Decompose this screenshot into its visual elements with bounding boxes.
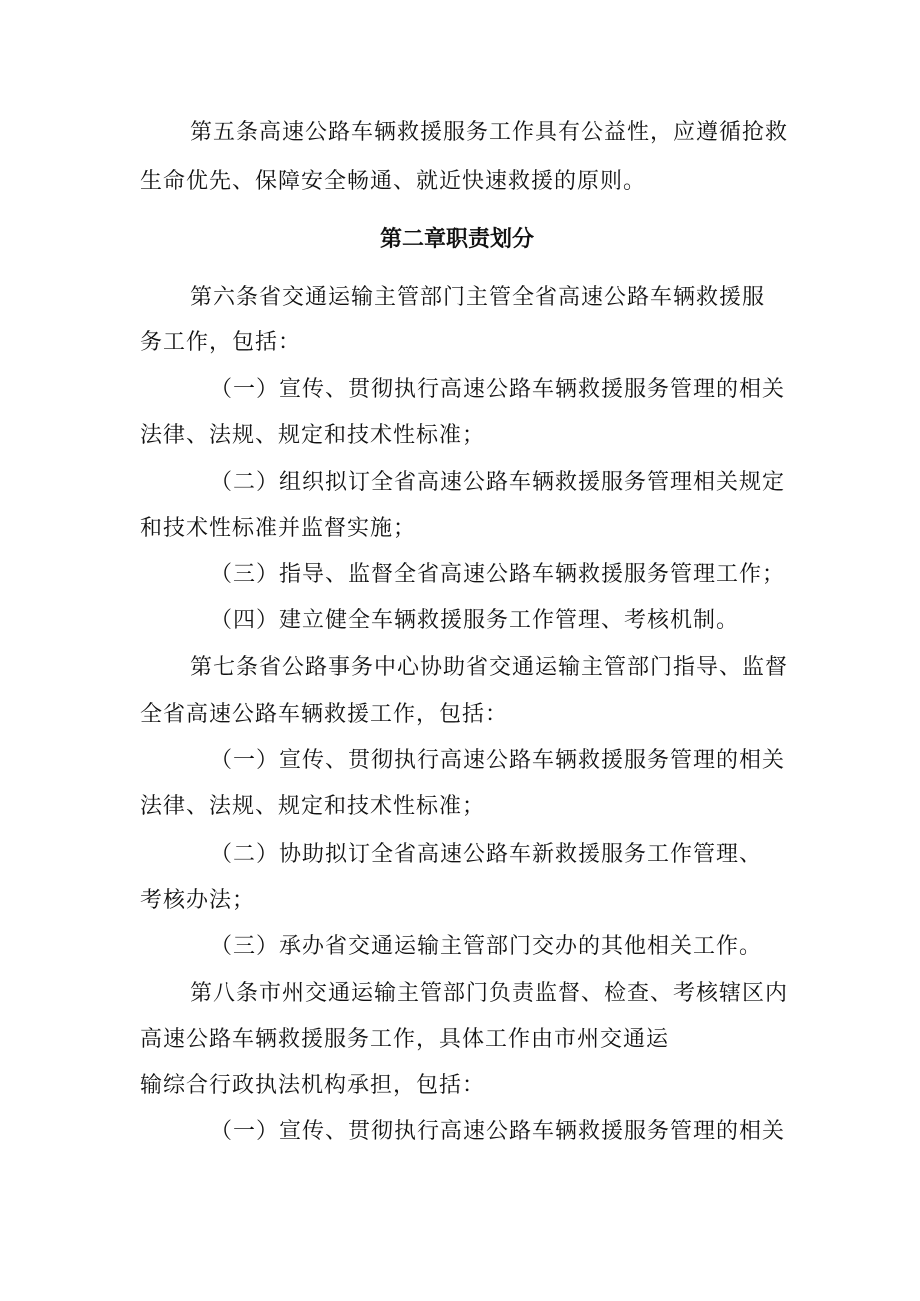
text-line: 生命优先、保障安全畅通、就近快速救援的原则。 [140,169,647,194]
text-line: 第五条高速公路车辆救援服务工作具有公益性，应遵循抢救 [190,120,789,145]
text-line: （一）宣传、贯彻执行高速公路车辆救援服务管理的相关 [210,748,786,773]
chapter-heading: 第二章职责划分 [380,227,535,252]
text-line: （一）宣传、贯彻执行高速公路车辆救援服务管理的相关 [210,377,786,402]
text-line: 高速公路车辆救援服务工作，具体工作由市州交通运 [140,1027,670,1052]
text-line: （二）协助拟订全省高速公路车新救援服务工作管理、 [210,842,763,867]
text-line: 考核办法； [140,888,256,913]
text-line: 第八条市州交通运输主管部门负责监督、检查、考核辖区内 [190,981,789,1006]
text-line: 法律、法规、规定和技术性标准； [140,423,486,448]
text-line: 法律、法规、规定和技术性标准； [140,794,486,819]
text-line: 第六条省交通运输主管部门主管全省高速公路车辆救援服 [190,285,766,310]
text-line: （三）承办省交通运输主管部门交办的其他相关工作。 [210,934,763,959]
text-line: （四）建立健全车辆救援服务工作管理、考核机制。 [210,608,740,633]
text-line: （一）宣传、贯彻执行高速公路车辆救援服务管理的相关 [210,1119,786,1144]
text-line: 第七条省公路事务中心协助省交通运输主管部门指导、监督 [190,655,789,680]
text-line: （三）指导、监督全省高速公路车辆救援服务管理工作； [210,562,786,587]
text-line: （二）组织拟订全省高速公路车辆救援服务管理相关规定 [210,470,786,495]
text-line: 输综合行政执法机构承担，包括： [140,1073,486,1098]
text-line: 务工作，包括： [140,330,302,355]
text-line: 全省高速公路车辆救援工作，包括： [140,702,509,727]
text-line: 和技术性标准并监督实施； [140,516,417,541]
